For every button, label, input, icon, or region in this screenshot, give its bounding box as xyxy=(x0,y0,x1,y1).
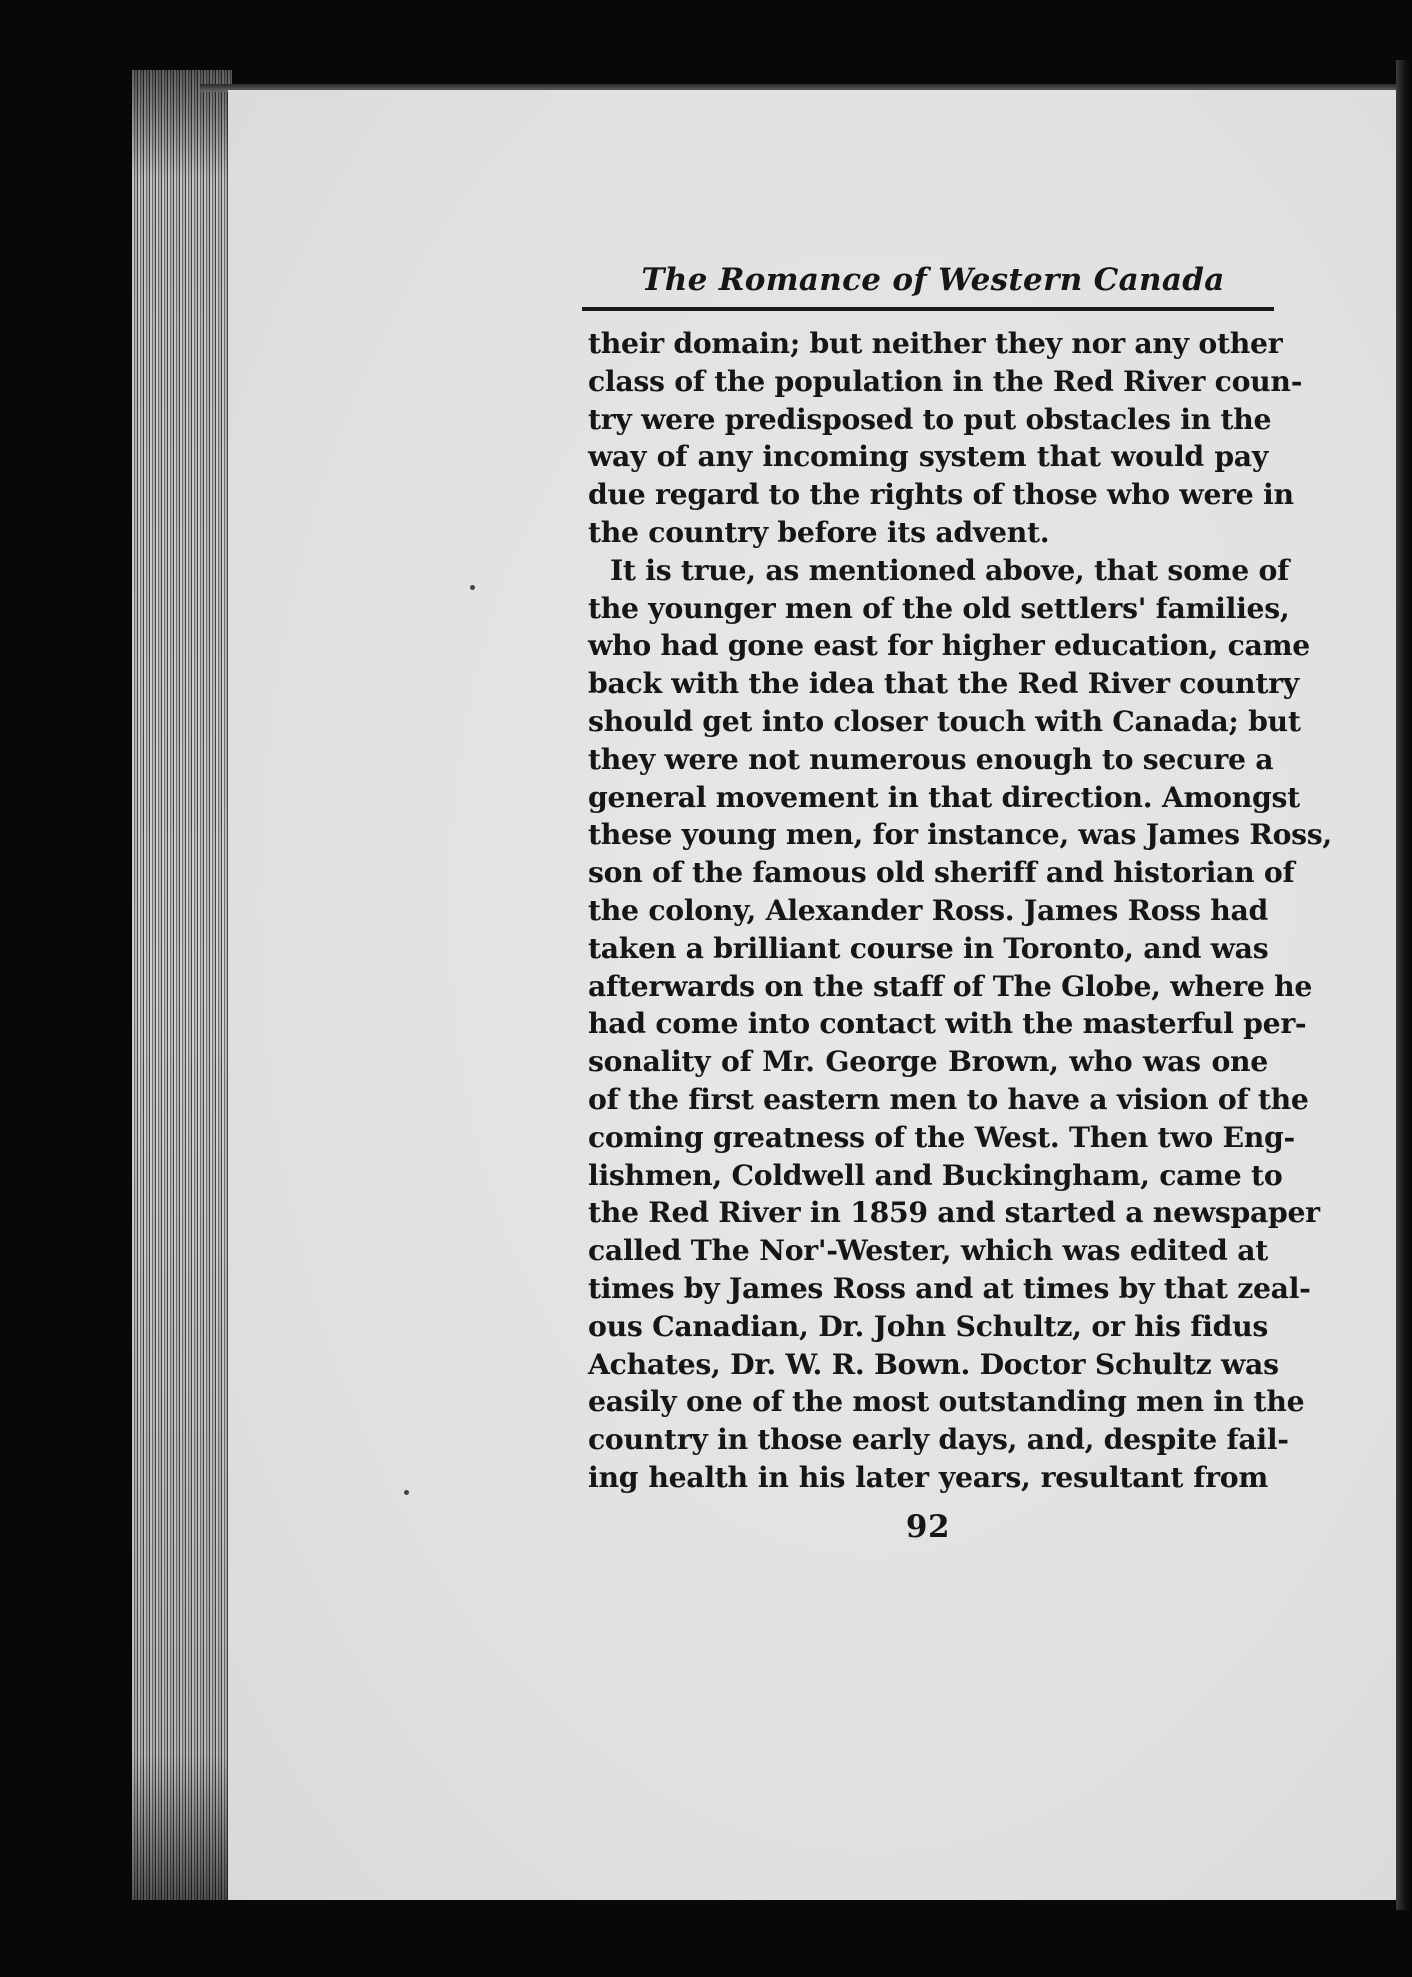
text-line: son of the famous old sheriff and historian of xyxy=(588,855,1295,890)
text-line: try were predisposed to put obstacles in the xyxy=(588,401,1272,436)
speck-2 xyxy=(404,1490,409,1495)
text-line: It is true, as mentioned above, that some of xyxy=(610,552,1289,587)
running-head: The Romance of Western Canada xyxy=(641,262,1225,298)
text-line: back with the idea that the Red River country xyxy=(588,666,1299,701)
right-page-edge xyxy=(1396,60,1412,1910)
text-line: the colony, Alexander Ross. James Ross had xyxy=(588,892,1268,927)
text-line: ous Canadian, Dr. John Schultz, or his fidus xyxy=(588,1308,1268,1343)
text-line: these young men, for instance, was James Ross, xyxy=(588,817,1332,852)
text-block xyxy=(588,255,1332,1545)
text-line: way of any incoming system that would pay xyxy=(588,439,1268,474)
text-line: who had gone east for higher education, came xyxy=(588,628,1310,663)
text-line: they were not numerous enough to secure a xyxy=(588,741,1274,776)
text-line: their domain; but neither they nor any other xyxy=(588,326,1283,360)
text-line: due regard to the rights of those who were in xyxy=(588,477,1294,512)
text-line: sonality of Mr. George Brown, who was one xyxy=(588,1044,1268,1079)
page-number: 92 xyxy=(905,1508,951,1545)
text-line: taken a brilliant course in Toronto, and was xyxy=(588,930,1269,965)
head-rule xyxy=(582,307,1274,311)
text-line: times by James Ross and at times by that zeal- xyxy=(588,1270,1311,1305)
body-text xyxy=(588,325,1332,1497)
text-line: the country before its advent. xyxy=(588,514,1050,549)
text-line: the Red River in 1859 and started a newspaper xyxy=(588,1195,1320,1230)
text-line: ing health in his later years, resultant from xyxy=(588,1459,1268,1494)
text-line: of the first eastern men to have a vision of the xyxy=(588,1081,1309,1116)
text-line: Achates, Dr. W. R. Bown. Doctor Schultz was xyxy=(588,1346,1279,1381)
text-line: coming greatness of the West. Then two Eng- xyxy=(588,1119,1295,1154)
page-edges xyxy=(132,70,232,1900)
text-line: easily one of the most outstanding men in the xyxy=(588,1384,1305,1419)
text-line: lishmen, Coldwell and Buckingham, came to xyxy=(588,1157,1283,1192)
text-line: country in those early days, and, despite fail- xyxy=(588,1422,1289,1457)
text-line: class of the population in the Red River coun- xyxy=(588,363,1303,398)
text-line: should get into closer touch with Canada; but xyxy=(588,703,1301,738)
text-line: afterwards on the staff of The Globe, where he xyxy=(588,968,1313,1003)
text-line: called The Nor'-Wester, which was edited at xyxy=(588,1233,1268,1268)
text-line: had come into contact with the masterful per- xyxy=(588,1006,1307,1041)
speck-1 xyxy=(470,585,475,590)
text-line: general movement in that direction. Amongst xyxy=(588,779,1300,814)
text-line: the younger men of the old settlers' families, xyxy=(588,590,1290,625)
